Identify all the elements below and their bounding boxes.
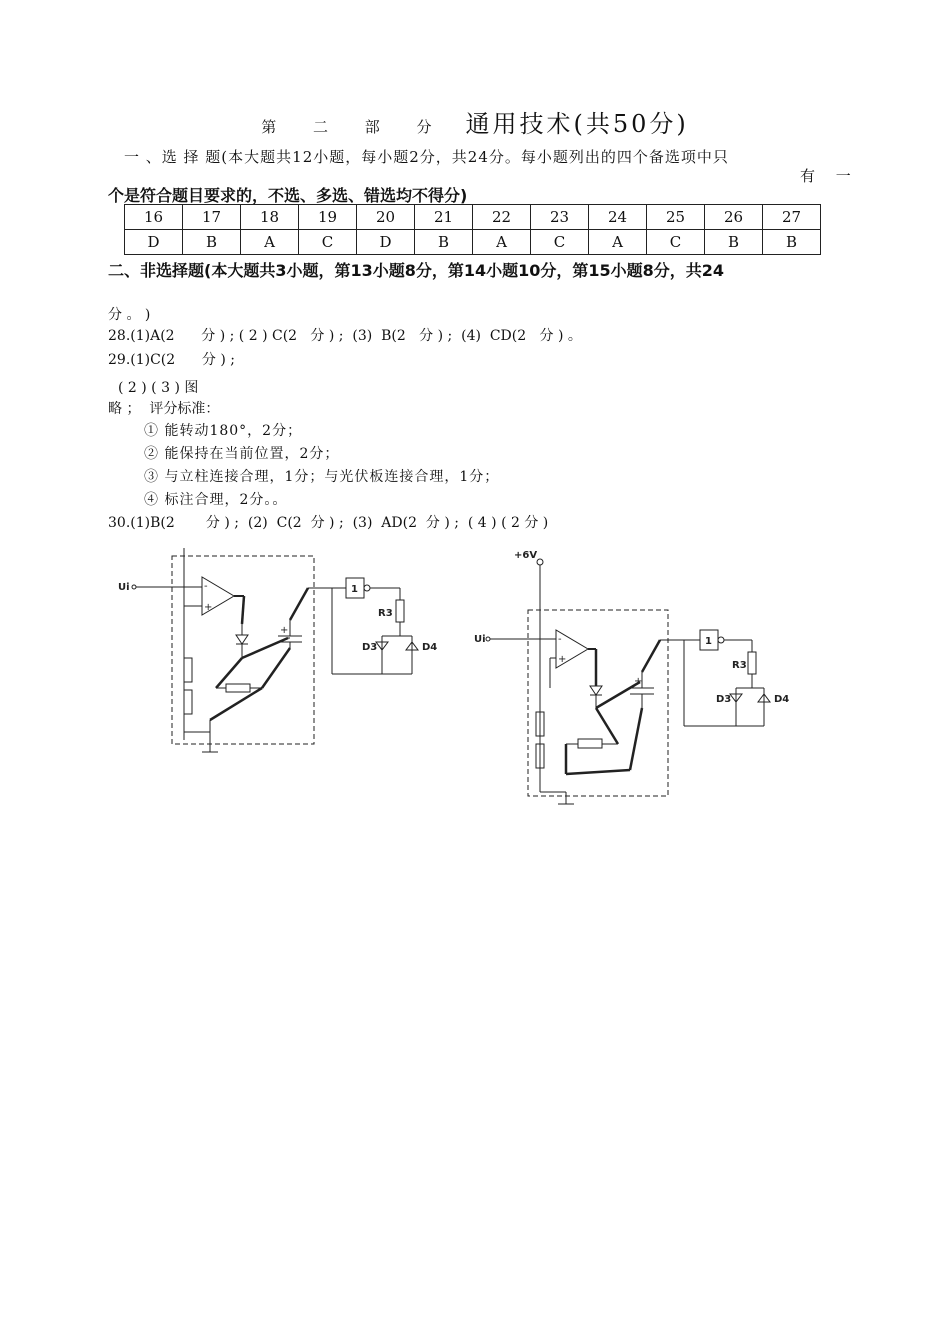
title-main: 通用技术(共50分)	[465, 110, 689, 138]
q-number: 23	[531, 205, 589, 230]
q28-answer: 28.(1)A(2 分 ) ; ( 2 ) C(2 分 ) ; (3) B(2 分 ) ; (4) CD(2 分 ) 。	[108, 328, 582, 344]
q-number: 24	[589, 205, 647, 230]
opamp-minus-label: -	[204, 581, 208, 592]
q-number: 21	[415, 205, 473, 230]
section1-line1-end: 有 一	[800, 167, 859, 185]
circuit-diagram-right	[470, 548, 800, 810]
q-number: 22	[473, 205, 531, 230]
diode	[236, 635, 248, 644]
section2-heading-end: 分 。 )	[108, 307, 151, 323]
answer-cell: C	[299, 230, 357, 255]
answer-cell: A	[473, 230, 531, 255]
answer-table	[124, 204, 821, 255]
section1-line2: 个是符合题目要求的，不选、多选、错选均不得分)	[108, 186, 468, 205]
resistor	[184, 690, 192, 714]
q-number: 26	[705, 205, 763, 230]
criterion-4: ④ 标注合理，2分。。	[144, 492, 288, 508]
q-number: 18	[241, 205, 299, 230]
section1-line1: 一 、选 择 题(本大题共12小题，每小题2分，共24分。每小题列出的四个备选项中只	[124, 148, 729, 166]
r3-label: R3	[378, 608, 393, 619]
circuit-diagram-left	[112, 540, 442, 760]
input-terminal	[486, 637, 490, 641]
resistor	[184, 658, 192, 682]
criterion-3: ③ 与立柱连接合理，1分；与光伏板连接合理，1分；	[144, 469, 500, 485]
q-number: 16	[125, 205, 183, 230]
resistor	[226, 684, 250, 692]
gate-output-bubble	[364, 585, 370, 591]
answer-cell: A	[589, 230, 647, 255]
d3-label: D3	[362, 642, 378, 653]
title-prefix: 第 二 部 分	[261, 118, 448, 136]
r3-label: R3	[732, 660, 747, 671]
answer-cell: A	[241, 230, 299, 255]
page-title	[0, 104, 950, 139]
answer-number-row	[125, 205, 821, 230]
answer-cell: B	[183, 230, 241, 255]
input-label: Ui	[118, 582, 130, 593]
answer-cell: D	[125, 230, 183, 255]
supply-label: +6V	[514, 550, 538, 561]
answer-cell: D	[357, 230, 415, 255]
answer-cell: C	[531, 230, 589, 255]
q29-part2: ( 2 ) ( 3 ) 图	[118, 380, 199, 396]
answer-cell: B	[415, 230, 473, 255]
answer-letter-row	[125, 230, 821, 255]
opamp-minus-label: -	[558, 634, 562, 645]
dashed-box	[172, 556, 314, 744]
d3-label: D3	[716, 694, 732, 705]
resistor-r3	[396, 600, 404, 622]
resistor	[578, 739, 602, 748]
opamp-plus-label: +	[204, 602, 213, 613]
criterion-1: ① 能转动180°，2分；	[144, 423, 303, 439]
answer-cell: B	[763, 230, 821, 255]
answer-cell: B	[705, 230, 763, 255]
q30-answer: 30.(1)B(2 分 ) ; (2) C(2 分 ) ; (3) AD(2 分 ) ; ( 4 ) ( 2 分 )	[108, 515, 549, 531]
gate-label: 1	[705, 636, 712, 647]
input-terminal	[132, 585, 136, 589]
dashed-box	[528, 610, 668, 796]
q-number: 27	[763, 205, 821, 230]
answer-cell: C	[647, 230, 705, 255]
q-number: 25	[647, 205, 705, 230]
diode	[590, 686, 602, 695]
opamp-plus-label: +	[558, 654, 567, 665]
d4-label: D4	[422, 642, 438, 653]
capacitor-plus-label: +	[634, 676, 643, 687]
q-number: 20	[357, 205, 415, 230]
input-label-right: Ui	[474, 634, 486, 645]
q29-criteria-heading: 略 ； 评分标准：	[108, 401, 220, 417]
d4-label: D4	[774, 694, 790, 705]
capacitor-plus-label: +	[280, 625, 289, 636]
q29-answer: 29.(1)C(2 分 ) ;	[108, 352, 235, 368]
q-number: 17	[183, 205, 241, 230]
supply-terminal	[537, 559, 543, 565]
criterion-2: ② 能保持在当前位置，2分；	[144, 446, 340, 462]
gate-output-bubble	[718, 637, 724, 643]
section2-heading: 二、非选择题(本大题共3小题，第13小题8分，第14小题10分，第15小题8分，共24	[108, 261, 725, 280]
gate-label: 1	[351, 584, 358, 595]
q-number: 19	[299, 205, 357, 230]
resistor-r3	[748, 652, 756, 674]
